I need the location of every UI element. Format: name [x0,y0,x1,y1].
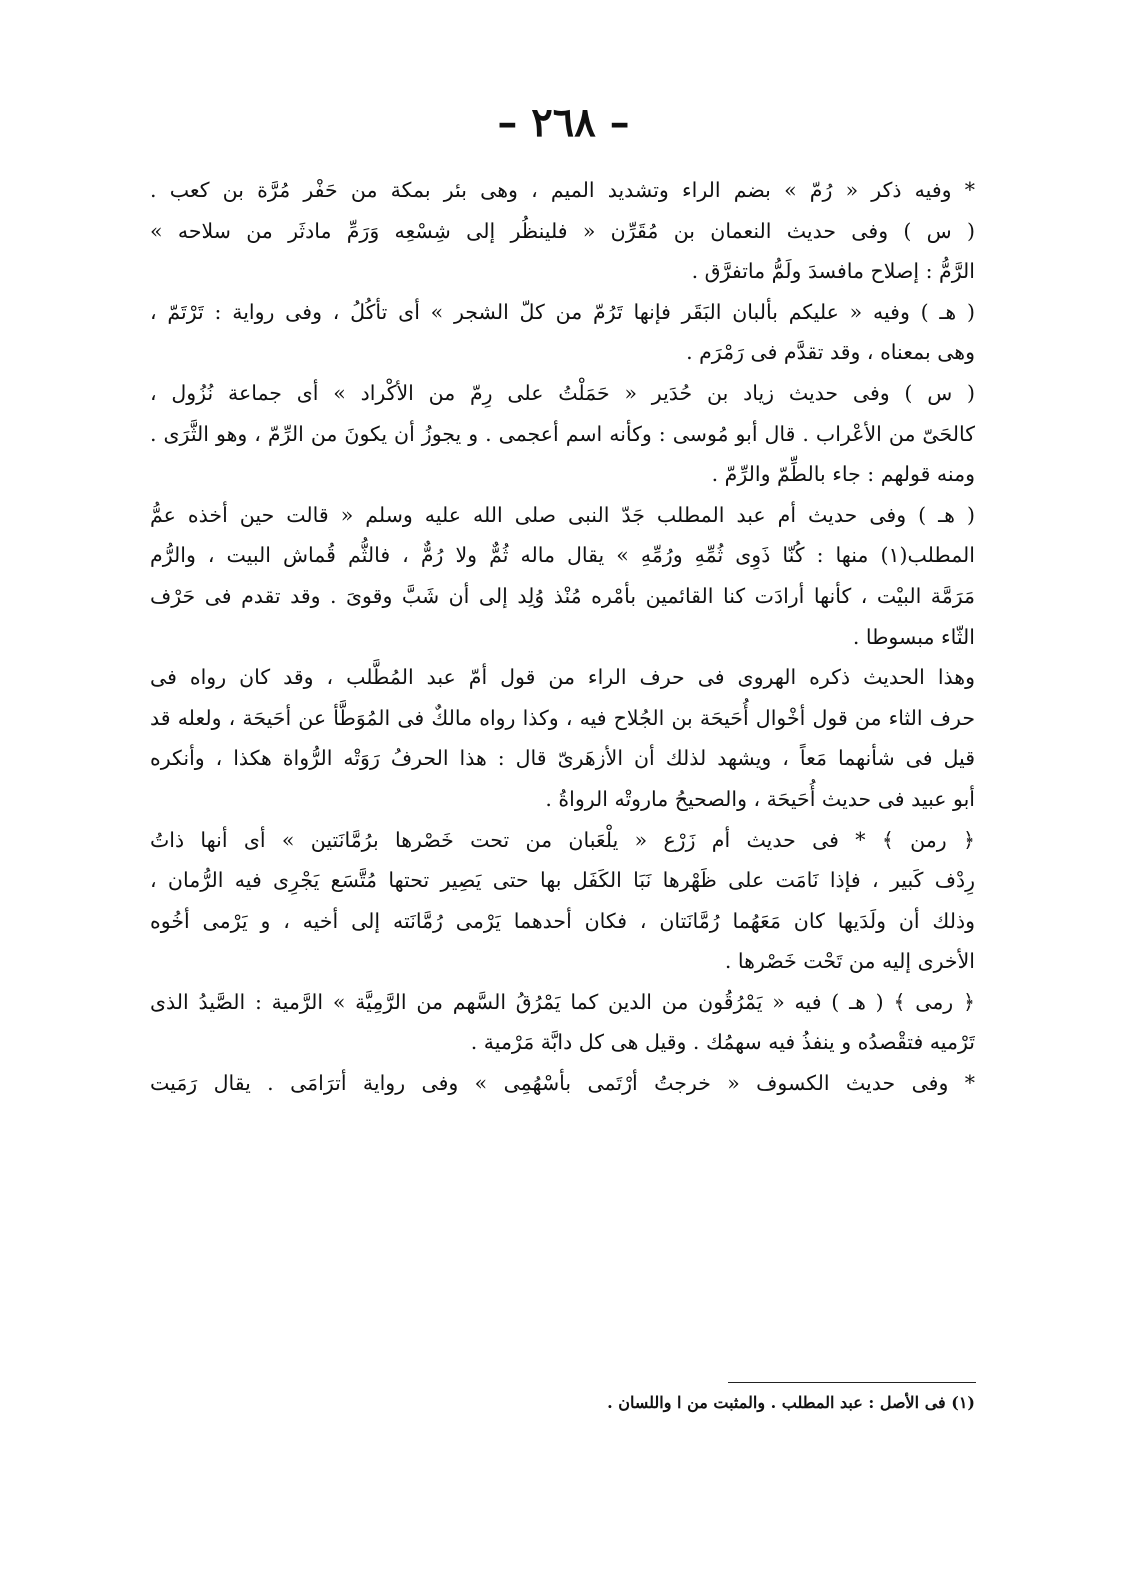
text-line: * وفيه ذكر « رُمّ » بضم الراء وتشديد الميم ، وهى بئر بمكة من حَفْر مُرَّة بن كعب . [150,178,975,202]
text-line: ( س ) وفى حديث زياد بن حُدَير « حَمَلْتُ على رِمّ من الأكْراد » أى جماعة نُزُول ، [150,380,975,405]
body-text [150,170,975,1104]
footnote-divider [728,1382,976,1383]
text-line: مَرَمَّة البيْت ، كأنها أرادَت كنا القائمين بأمْره مُنْذ وُلِد إلى أن شَبَّ وقوىَ . وقد تقدم فى حَرْف [150,583,975,608]
text-line: تَرْميه فتقْصدُه و ينفذُ فيه سهمُك . وقيل هى كل دابَّة مَرْمية . [470,1030,975,1055]
text-line: ومنه قولهم : جاء بالطِّمّ والرِّمّ . [711,462,975,487]
page-number: – ٢٦٨ – [497,99,630,146]
footnote: (١) فى الأصل : عبد المطلب . والمثبت من ا واللسان . [607,1393,975,1412]
text-line: كالحَىّ من الأعْراب . قال أبو مُوسى : وكأنه اسم أعجمى . و يجوزُ أن يكونَ من الرِّمّ ، وهو الثَّرَى . [150,421,975,446]
text-line: رِدْف كَبير ، فإذا نَامَت على ظَهْرها نَبَا الكَفَل بها حتى يَصِير تحتها مُتَّسَع يَجْرِى فيه الرُّمان ، [150,868,975,893]
text-line: ﴿ رمن ﴾ * فى حديث أم زَرْع « يلْعَبان من تحت خَصْرها برُمَّانَتين » أى أنها ذاتُ [150,827,975,852]
text-line: وهذا الحديث ذكره الهروى فى حرف الراء من قول أمّ عبد المُطَّلب ، وقد كان رواه فى [150,665,975,690]
text-line: أبو عبيد فى حديث أُحَيحَة ، والصحيحُ ماروتْه الرواةُ . [545,786,975,811]
text-line: الأخرى إليه من تَحْت خَصْرها . [724,949,975,974]
text-line: وذلك أن ولَدَيها كان مَعَهُما رُمَّانَتان ، فكان أحدهما يَرْمى رُمَّانَته إلى أخيه ، و يَرْمى أخُوه [150,908,975,933]
text-line: حرف الثاء من قول أخْوال أُحَيحَة بن الجُلاح فيه ، وكذا رواه مالكٌ فى المُوَطَّأ عن أحَيحَة ، ولعله قد [150,705,975,730]
text-line: المطلب(١) منها : كُنّا ذَوِى ثُمِّهِ ورُمِّهِ » يقال ماله ثُمٌّ ولا رُمٌّ ، فالثُّم قُماش البيت ، والرُّم [150,543,975,568]
text-line: ( هـ ) وفى حديث أم عبد المطلب جَدّ النبى صلى الله عليه وسلم « قالت حين أخذه عمُّ [150,502,975,527]
text-line: الثّاء مبسوطا . [852,624,975,649]
text-line: وهى بمعناه ، وقد تقدَّم فى رَمْرَم . [686,340,975,365]
text-line: ﴿ رمى ﴾ ( هـ ) فيه « يَمْرُقُون من الدين كما يَمْرُقُ السَّهم من الرَّمِيَّة » الرَّمية : الصَّيدُ الذى [150,989,975,1014]
text-line: قيل فى شأنهما مَعاً ، ويشهد لذلك أن الأزهَرىّ قال : هذا الحرفُ رَوَتْه الرُّواة هكذا ، وأنكره [150,746,975,771]
text-line: * وفى حديث الكسوف « خرجتُ أرْتَمى بأسْهُمِى » وفى رواية أترَامَى . يقال رَمَيت [150,1071,975,1096]
text-line: ( هـ ) وفيه « عليكم بألبان البَقَر فإنها تَرُمّ من كلّ الشجر » أى تأكُلُ ، وفى رواية : تَرْتَمّ ، [150,299,975,324]
text-line: الرَّمُّ : إصلاح مافسدَ ولَمُّ ماتفرَّق . [691,259,975,284]
text-line: ( س ) وفى حديث النعمان بن مُقَرِّن « فلينظُر إلى شِسْعِه وَرَمِّ مادثَر من سلاحه » [150,218,975,243]
